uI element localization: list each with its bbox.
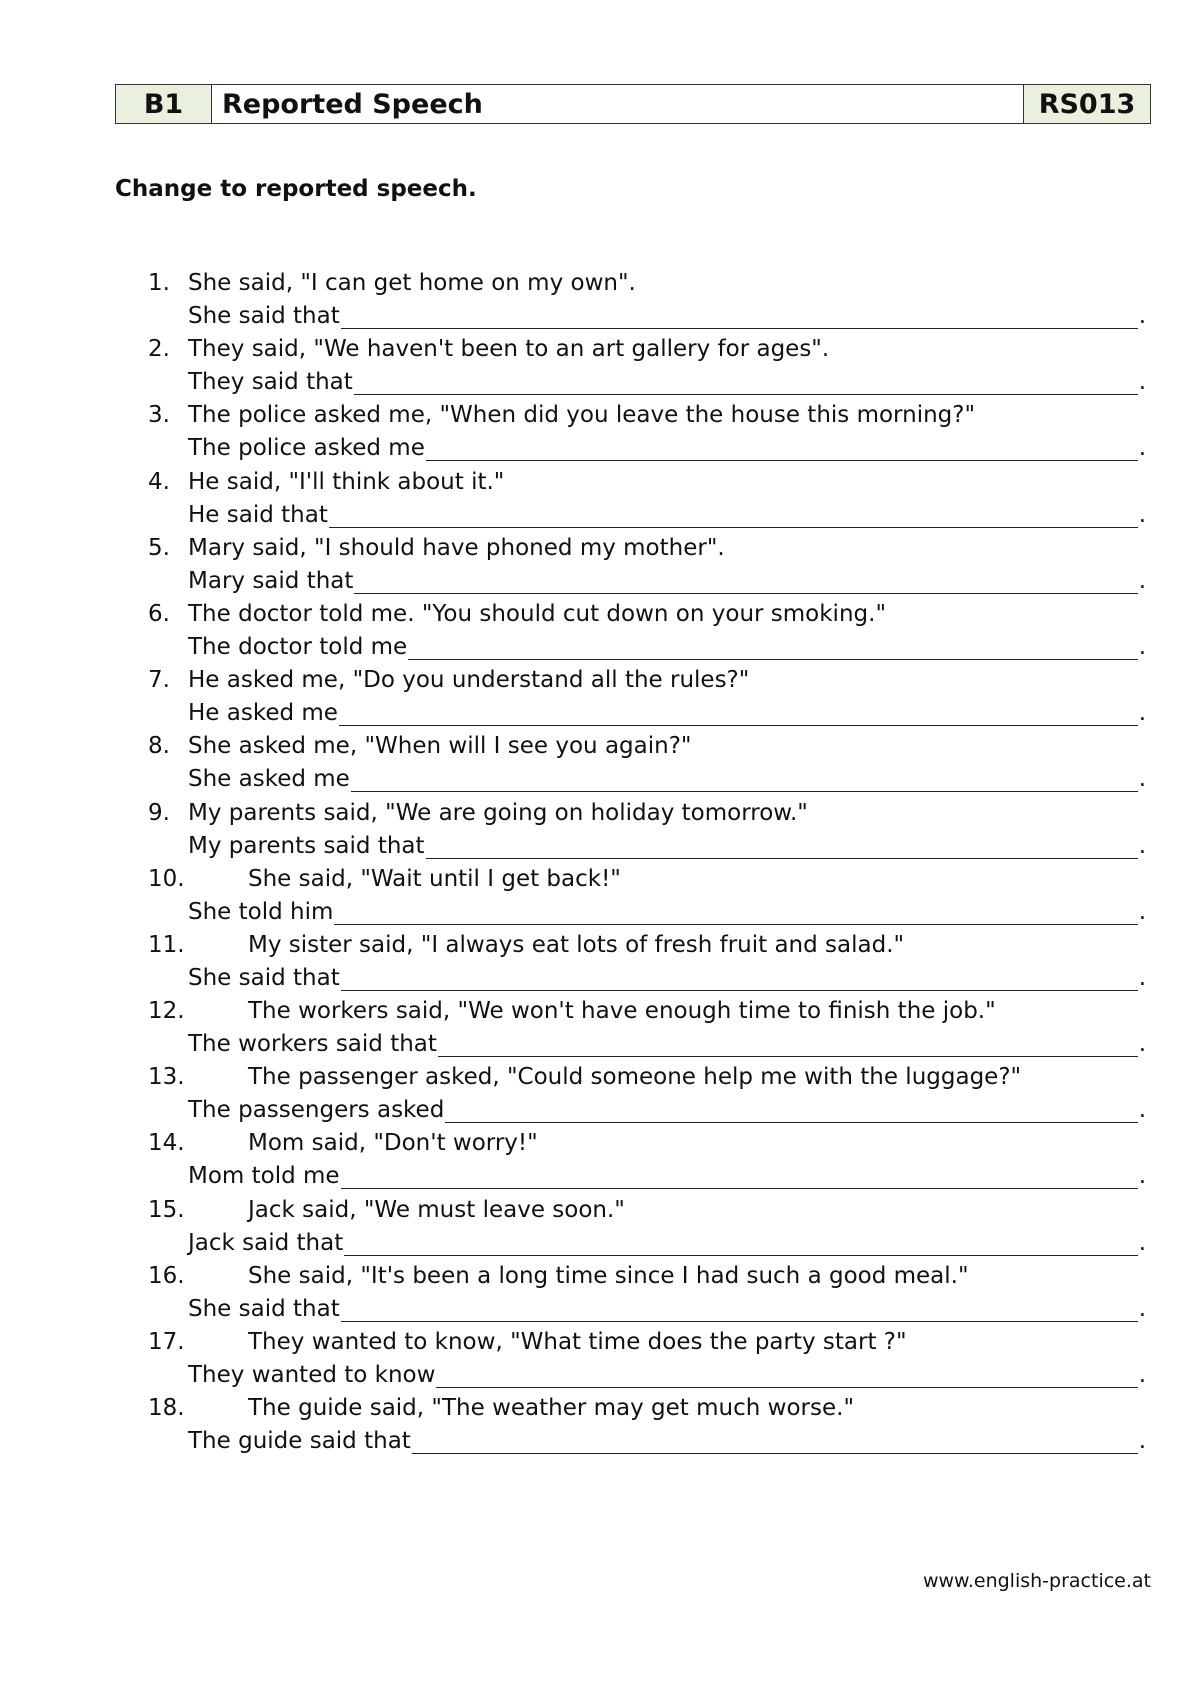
answer-prompt: The passengers asked: [188, 1097, 445, 1124]
answer-line: [188, 1296, 1146, 1328]
answer-blank[interactable]: [329, 502, 1138, 528]
question-line: [148, 601, 1146, 633]
answer-blank[interactable]: [408, 634, 1137, 660]
exercise-question: He said, "I'll think about it.": [188, 468, 505, 495]
exercise-item: [148, 1395, 1146, 1461]
exercise-item: [148, 998, 1146, 1064]
exercise-item: [148, 667, 1146, 733]
answer-line: [188, 1230, 1146, 1262]
answer-blank[interactable]: [344, 1230, 1137, 1256]
question-line: [148, 1329, 1146, 1361]
exercise-item: [148, 601, 1146, 667]
exercise-item: [148, 733, 1146, 799]
answer-prompt: The guide said that: [188, 1428, 411, 1455]
exercise-question: Mom said, "Don't worry!": [248, 1130, 538, 1157]
exercise-item: [148, 1130, 1146, 1196]
worksheet-title: Reported Speech: [212, 85, 1024, 123]
level-badge: B1: [116, 85, 212, 123]
answer-prompt: Mom told me: [188, 1163, 340, 1190]
answer-blank[interactable]: [436, 1362, 1137, 1388]
question-line: [148, 270, 1146, 302]
answer-prompt: She asked me: [188, 766, 350, 793]
answer-period: .: [1138, 766, 1146, 793]
answer-line: [188, 1362, 1146, 1394]
exercise-number: 15.: [148, 1196, 185, 1223]
question-line: [148, 1263, 1146, 1295]
answer-line: [188, 766, 1146, 798]
answer-blank[interactable]: [438, 1031, 1138, 1057]
answer-period: .: [1138, 898, 1146, 925]
answer-prompt: Mary said that: [188, 567, 354, 594]
question-line: [148, 1130, 1146, 1162]
answer-blank[interactable]: [426, 833, 1138, 859]
exercise-question: The passenger asked, "Could someone help me with the luggage?": [248, 1064, 1022, 1091]
answer-line: [188, 833, 1146, 865]
question-line: [148, 1064, 1146, 1096]
exercise-list: [148, 270, 1146, 1461]
exercise-question: Mary said, "I should have phoned my mother".: [188, 534, 725, 561]
exercise-number: 7.: [148, 667, 170, 694]
answer-blank[interactable]: [354, 369, 1138, 395]
answer-prompt: She said that: [188, 964, 340, 991]
answer-blank[interactable]: [341, 965, 1138, 991]
exercise-question: The doctor told me. "You should cut down on your smoking.": [188, 600, 887, 627]
answer-line: [188, 1428, 1146, 1460]
exercise-question: They wanted to know, "What time does the party start ?": [248, 1329, 907, 1355]
answer-blank[interactable]: [412, 1428, 1138, 1454]
exercise-question: She said, "Wait until I get back!": [248, 865, 621, 892]
answer-prompt: They wanted to know: [188, 1362, 436, 1388]
question-line: [148, 932, 1146, 964]
answer-line: [188, 1097, 1146, 1129]
exercise-item: [148, 469, 1146, 535]
answer-prompt: The doctor told me: [188, 633, 408, 660]
answer-period: .: [1138, 303, 1146, 329]
exercise-question: My parents said, "We are going on holiday tomorrow.": [188, 799, 808, 826]
answer-period: .: [1138, 832, 1146, 859]
question-line: [148, 535, 1146, 567]
exercise-number: 13.: [148, 1064, 185, 1091]
answer-line: [188, 502, 1146, 534]
question-line: [148, 1395, 1146, 1427]
exercise-number: 11.: [148, 931, 185, 958]
answer-blank[interactable]: [445, 1097, 1137, 1123]
answer-prompt: They said that: [188, 369, 353, 396]
exercise-number: 17.: [148, 1329, 185, 1355]
answer-blank[interactable]: [426, 435, 1138, 461]
answer-blank[interactable]: [341, 303, 1138, 329]
answer-prompt: She told him: [188, 898, 334, 925]
question-line: [148, 998, 1146, 1030]
exercise-number: 18.: [148, 1395, 185, 1422]
exercise-item: [148, 336, 1146, 402]
worksheet-header: [115, 84, 1151, 124]
exercise-item: [148, 270, 1146, 336]
answer-prompt: He said that: [188, 501, 328, 528]
answer-period: .: [1138, 700, 1146, 727]
worksheet-code: RS013: [1024, 85, 1150, 123]
answer-line: [188, 1163, 1146, 1195]
answer-blank[interactable]: [334, 899, 1137, 925]
answer-period: .: [1138, 964, 1146, 991]
exercise-item: [148, 1263, 1146, 1329]
exercise-question: She said, "I can get home on my own".: [188, 270, 636, 296]
exercise-item: [148, 402, 1146, 468]
exercise-question: She said, "It's been a long time since I had such a good meal.": [248, 1262, 969, 1289]
answer-prompt: Jack said that: [188, 1229, 344, 1256]
exercise-number: 2.: [148, 336, 170, 363]
answer-blank[interactable]: [339, 700, 1138, 726]
answer-line: [188, 700, 1146, 732]
question-line: [148, 733, 1146, 765]
exercise-item: [148, 932, 1146, 998]
answer-line: [188, 369, 1146, 401]
answer-prompt: My parents said that: [188, 832, 425, 859]
question-line: [148, 1197, 1146, 1229]
exercise-number: 16.: [148, 1262, 185, 1289]
question-line: [148, 469, 1146, 501]
exercise-question: Jack said, "We must leave soon.": [248, 1196, 625, 1223]
answer-period: .: [1138, 1031, 1146, 1058]
exercise-number: 9.: [148, 799, 170, 826]
answer-period: .: [1138, 633, 1146, 660]
exercise-number: 14.: [148, 1130, 185, 1157]
answer-period: .: [1138, 501, 1146, 528]
answer-blank[interactable]: [351, 766, 1138, 792]
exercise-item: [148, 1197, 1146, 1263]
answer-prompt: The workers said that: [188, 1031, 437, 1058]
question-line: [148, 800, 1146, 832]
exercise-number: 1.: [148, 270, 170, 296]
answer-period: .: [1138, 435, 1146, 462]
answer-blank[interactable]: [354, 568, 1137, 594]
exercise-question: My sister said, "I always eat lots of fresh fruit and salad.": [248, 931, 905, 958]
question-line: [148, 866, 1146, 898]
exercise-item: [148, 535, 1146, 601]
answer-line: [188, 568, 1146, 600]
exercise-number: 5.: [148, 534, 170, 561]
exercise-number: 4.: [148, 468, 170, 495]
exercise-item: [148, 1329, 1146, 1395]
answer-period: .: [1138, 1163, 1146, 1190]
answer-period: .: [1138, 369, 1146, 396]
question-line: [148, 667, 1146, 699]
exercise-question: They said, "We haven't been to an art gallery for ages".: [188, 336, 830, 363]
answer-line: [188, 965, 1146, 997]
question-line: [148, 402, 1146, 434]
answer-prompt: He asked me: [188, 700, 338, 727]
answer-line: [188, 303, 1146, 335]
answer-line: [188, 435, 1146, 467]
answer-blank[interactable]: [341, 1296, 1138, 1322]
exercise-number: 12.: [148, 998, 185, 1025]
exercise-number: 10.: [148, 865, 185, 892]
answer-prompt: The police asked me: [188, 435, 425, 462]
answer-prompt: She said that: [188, 1295, 340, 1322]
answer-period: .: [1138, 567, 1146, 594]
answer-blank[interactable]: [341, 1163, 1138, 1189]
answer-line: [188, 899, 1146, 931]
exercise-question: The guide said, "The weather may get much worse.": [248, 1395, 855, 1422]
answer-period: .: [1138, 1362, 1146, 1388]
instructions: Change to reported speech.: [115, 176, 477, 202]
exercise-item: [148, 800, 1146, 866]
answer-line: [188, 1031, 1146, 1063]
answer-period: .: [1138, 1229, 1146, 1256]
exercise-question: The workers said, "We won't have enough time to finish the job.": [248, 998, 996, 1025]
exercise-item: [148, 866, 1146, 932]
exercise-question: She asked me, "When will I see you again?": [188, 733, 692, 760]
exercise-item: [148, 1064, 1146, 1130]
exercise-number: 8.: [148, 733, 170, 760]
answer-period: .: [1138, 1097, 1146, 1124]
exercise-question: He asked me, "Do you understand all the rules?": [188, 667, 750, 694]
answer-line: [188, 634, 1146, 666]
exercise-number: 6.: [148, 600, 170, 627]
answer-period: .: [1138, 1295, 1146, 1322]
footer-url: www.english-practice.at: [922, 1570, 1151, 1592]
question-line: [148, 336, 1146, 368]
exercise-number: 3.: [148, 402, 170, 429]
answer-period: .: [1138, 1428, 1146, 1455]
answer-prompt: She said that: [188, 303, 340, 329]
exercise-question: The police asked me, "When did you leave the house this morning?": [188, 402, 976, 429]
